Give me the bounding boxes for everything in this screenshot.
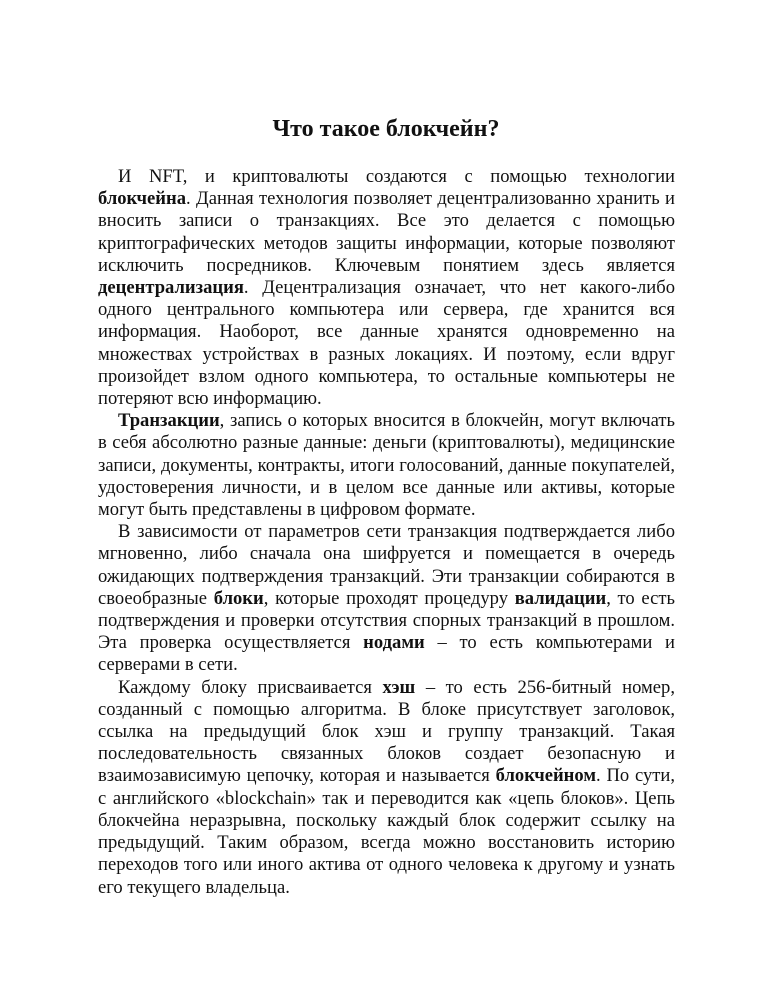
text-run: . Данная технология позволяет децентрализованно хранить и вносить записи о транзакциях. Все это делается с помощью криптографических методов защиты информации, которые позволяют исключить посредников. Ключевым понятием здесь является [98, 188, 675, 276]
bold-term: блоки [213, 587, 264, 609]
paragraph-transactions [98, 410, 675, 521]
bold-term: валидации [514, 587, 607, 609]
page-title: Что такое блокчейн? [272, 116, 500, 142]
text-run: Каждому блоку присваивается [118, 676, 383, 698]
text-run: , которые проходят процедуру [263, 587, 515, 609]
text-run: . По сути, с английского «blockchain» так и переводится как «цепь блоков». Цепь блокчейна неразрывна, поскольку каждый блок содержит ссылку на предыдущий. Таким образом, всегда можно восстановить историю переходов того или иного актива от одного человека к другому и узнать его текущего владельца. [98, 765, 676, 898]
bold-term: блокчейна [98, 188, 187, 210]
bold-term: хэш [382, 676, 416, 698]
bold-term: Транзакции [118, 410, 220, 432]
text-run: И NFT, и криптовалюты создаются с помощью технологии [118, 166, 675, 187]
text-run: – то есть 256-битный номер, созданный с помощью алгоритма. В блоке присутствует заголовок, ссылка на предыдущий блок хэш и группу транзакций. Такая последовательность связанных блоков создает безопасную и взаимозависимую цепочку, которая и называется [98, 676, 675, 787]
text-run: , запись о которых вносится в блокчейн, могут включать в себя абсолютно разные данные: деньги (криптовалюты), медицинские записи, документы, контракты, итоги голосований, данные покупателей, удостоверения личности, и в целом все данные или активы, которые могут быть представлены в цифровом формате. [98, 410, 675, 521]
bold-term: нодами [363, 632, 425, 654]
text-run: – то есть компьютерами и серверами в сети. [98, 632, 675, 676]
paragraph-blockchain-intro [98, 166, 675, 410]
text-run: , то есть подтверждения и проверки отсутствия спорных транзакций в прошлом. Эта проверка осуществляется [98, 587, 675, 654]
text-run: . Децентрализация означает, что нет какого-либо одного центрального компьютера или сервера, где хранится вся информация. Наоборот, все данные хранятся одновременно на множествах устройствах в разных локациях. И поэтому, если вдруг произойдет взлом одного компьютера, то остальные компьютеры не потеряют всю информацию. [98, 277, 675, 410]
document-body [98, 166, 675, 899]
text-run: В зависимости от параметров сети транзакция подтверждается либо мгновенно, либо сначала она шифруется и помещается в очередь ожидающих подтверждения транзакций. Эти транзакции собираются в своеобразные [98, 521, 675, 609]
paragraph-blocks-validation [98, 521, 675, 676]
bold-term: децентрализация [98, 277, 244, 299]
bold-term: блокчейном [495, 765, 596, 787]
paragraph-hash-chain [98, 677, 675, 899]
